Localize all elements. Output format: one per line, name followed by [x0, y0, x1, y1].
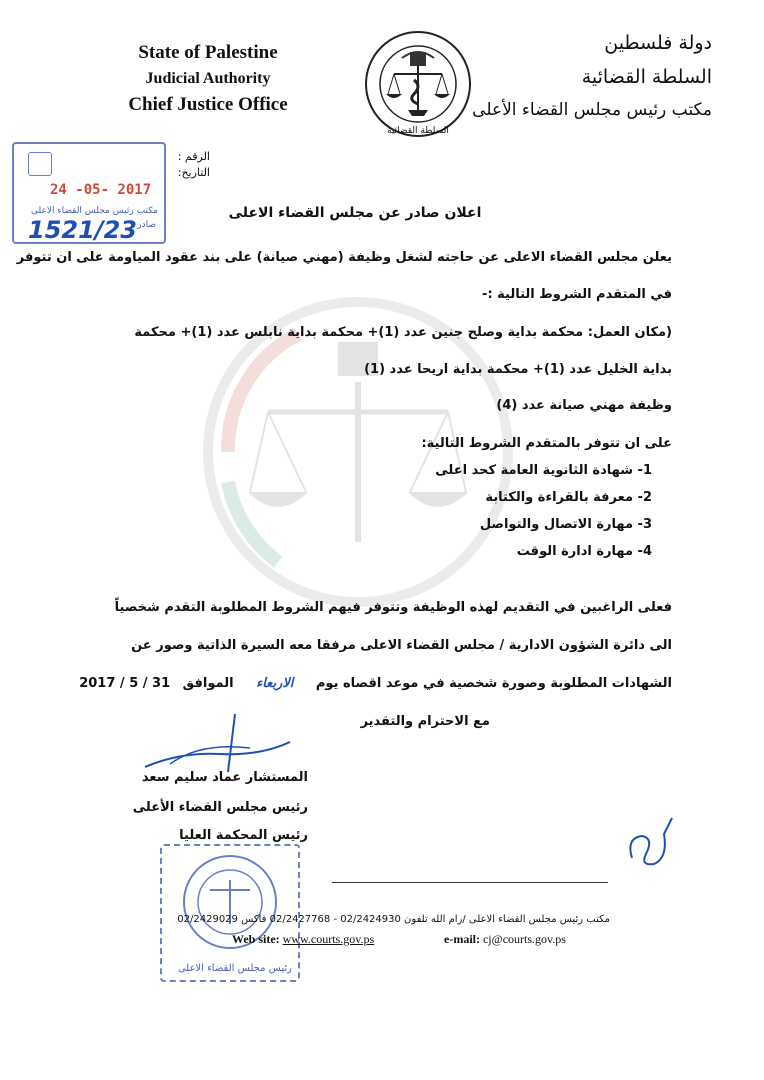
header-en-line-1: State of Palestine — [138, 42, 278, 63]
signer-name: المستشار عماد سليم سعد — [141, 770, 308, 785]
initial-mark — [624, 814, 676, 874]
footer-email — [444, 932, 566, 947]
ref-number-label: الرقم : — [177, 150, 210, 163]
deadline-label: الموافق — [182, 676, 234, 691]
jobs-line: وظيفة مهني صيانة عدد (4) — [496, 398, 672, 413]
header-en-line-2: Judicial Authority — [145, 70, 271, 87]
document-title: اعلان صادر عن مجلس القضاء الاعلى — [228, 205, 482, 221]
header-arabic — [470, 32, 712, 120]
bottom-stamp — [160, 844, 300, 982]
bottom-stamp-text: رئيس مجلس القضاء الاعلى — [177, 963, 292, 974]
stamp-sent: صادر — [137, 220, 156, 230]
signer-title-1: رئيس مجلس القضاء الأعلى — [132, 800, 308, 815]
conditions-title: على ان تتوفر بالمتقدم الشروط التالية: — [421, 436, 672, 451]
condition-item: 3- مهارة الاتصال والتواصل — [479, 517, 652, 532]
footer-web — [232, 932, 374, 947]
ref-date-label: التاريخ: — [177, 166, 210, 179]
condition-item: 2- معرفة بالقراءة والكتابة — [485, 490, 652, 505]
condition-item: 4- مهارة ادارة الوقت — [516, 544, 652, 559]
header-en-line-3: Chief Justice Office — [128, 94, 288, 115]
apply-line-3 — [40, 676, 672, 691]
place-line-1: (مكان العمل: محكمة بداية وصلح جنين عدد (1)+ محكمة بداية نابلس عدد (1)+ محكمة — [134, 325, 672, 340]
seal-logo — [362, 28, 474, 140]
header-ar-line-3: مكتب رئيس مجلس القضاء الأعلى — [472, 100, 712, 120]
footer-contact: مكتب رئيس مجلس القضاء الاعلى /رام الله تلفون 02/2424930 - 02/2427768 فاكس 02/2429029 — [177, 914, 610, 925]
closing-line: مع الاحترام والتقدير — [360, 714, 490, 729]
place-line-2: بداية الخليل عدد (1)+ محكمة بداية اريحا عدد (1) — [364, 362, 672, 377]
condition-item: 1- شهادة الثانوية العامة كحد اعلى — [435, 463, 652, 478]
footer-rule — [332, 882, 608, 883]
stamp-date: 24 -05- 2017 — [50, 182, 152, 198]
web-label: Web site: — [232, 932, 280, 946]
email-link[interactable]: cj@courts.gov.ps — [482, 932, 566, 946]
web-link[interactable]: www.courts.gov.ps — [282, 932, 375, 946]
stamp-office: مكتب رئيس مجلس القضاء الاعلى — [31, 206, 158, 216]
signer-title-2: رئيس المحكمة العليا — [179, 828, 308, 843]
email-label: e-mail: — [444, 932, 480, 946]
seal-text: السلطة القضائية — [387, 126, 449, 136]
apply-line-1: فعلى الراغبين في التقديم لهذه الوظيفة وتتوفر فيهم الشروط المطلوبة التقدم شخصياً — [114, 600, 672, 615]
intro-line-1: يعلن مجلس القضاء الاعلى عن حاجته لشغل وظيفة (مهني صيانة) على بند عقود المياومة على ان تتوفر — [16, 250, 672, 265]
header-ar-line-1: دولة فلسطين — [604, 32, 712, 54]
header-english — [88, 42, 328, 116]
deadline-date: 2017 / 5 / 31 — [79, 676, 171, 691]
handwritten-number: 1521/23 — [28, 216, 137, 244]
header-ar-line-2: السلطة القضائية — [581, 66, 712, 88]
apply-line-2: الى دائرة الشؤون الادارية / مجلس القضاء الاعلى مرفقا معه السيرة الذاتية وصور عن — [131, 638, 672, 653]
intro-line-2: في المتقدم الشروط التالية :- — [482, 287, 672, 302]
apply-line-3-text: الشهادات المطلوبة وصورة شخصية في موعد اقصاه يوم — [315, 676, 672, 691]
deadline-day: الاربعاء — [256, 676, 294, 691]
stamp-emblem-icon — [28, 152, 52, 176]
